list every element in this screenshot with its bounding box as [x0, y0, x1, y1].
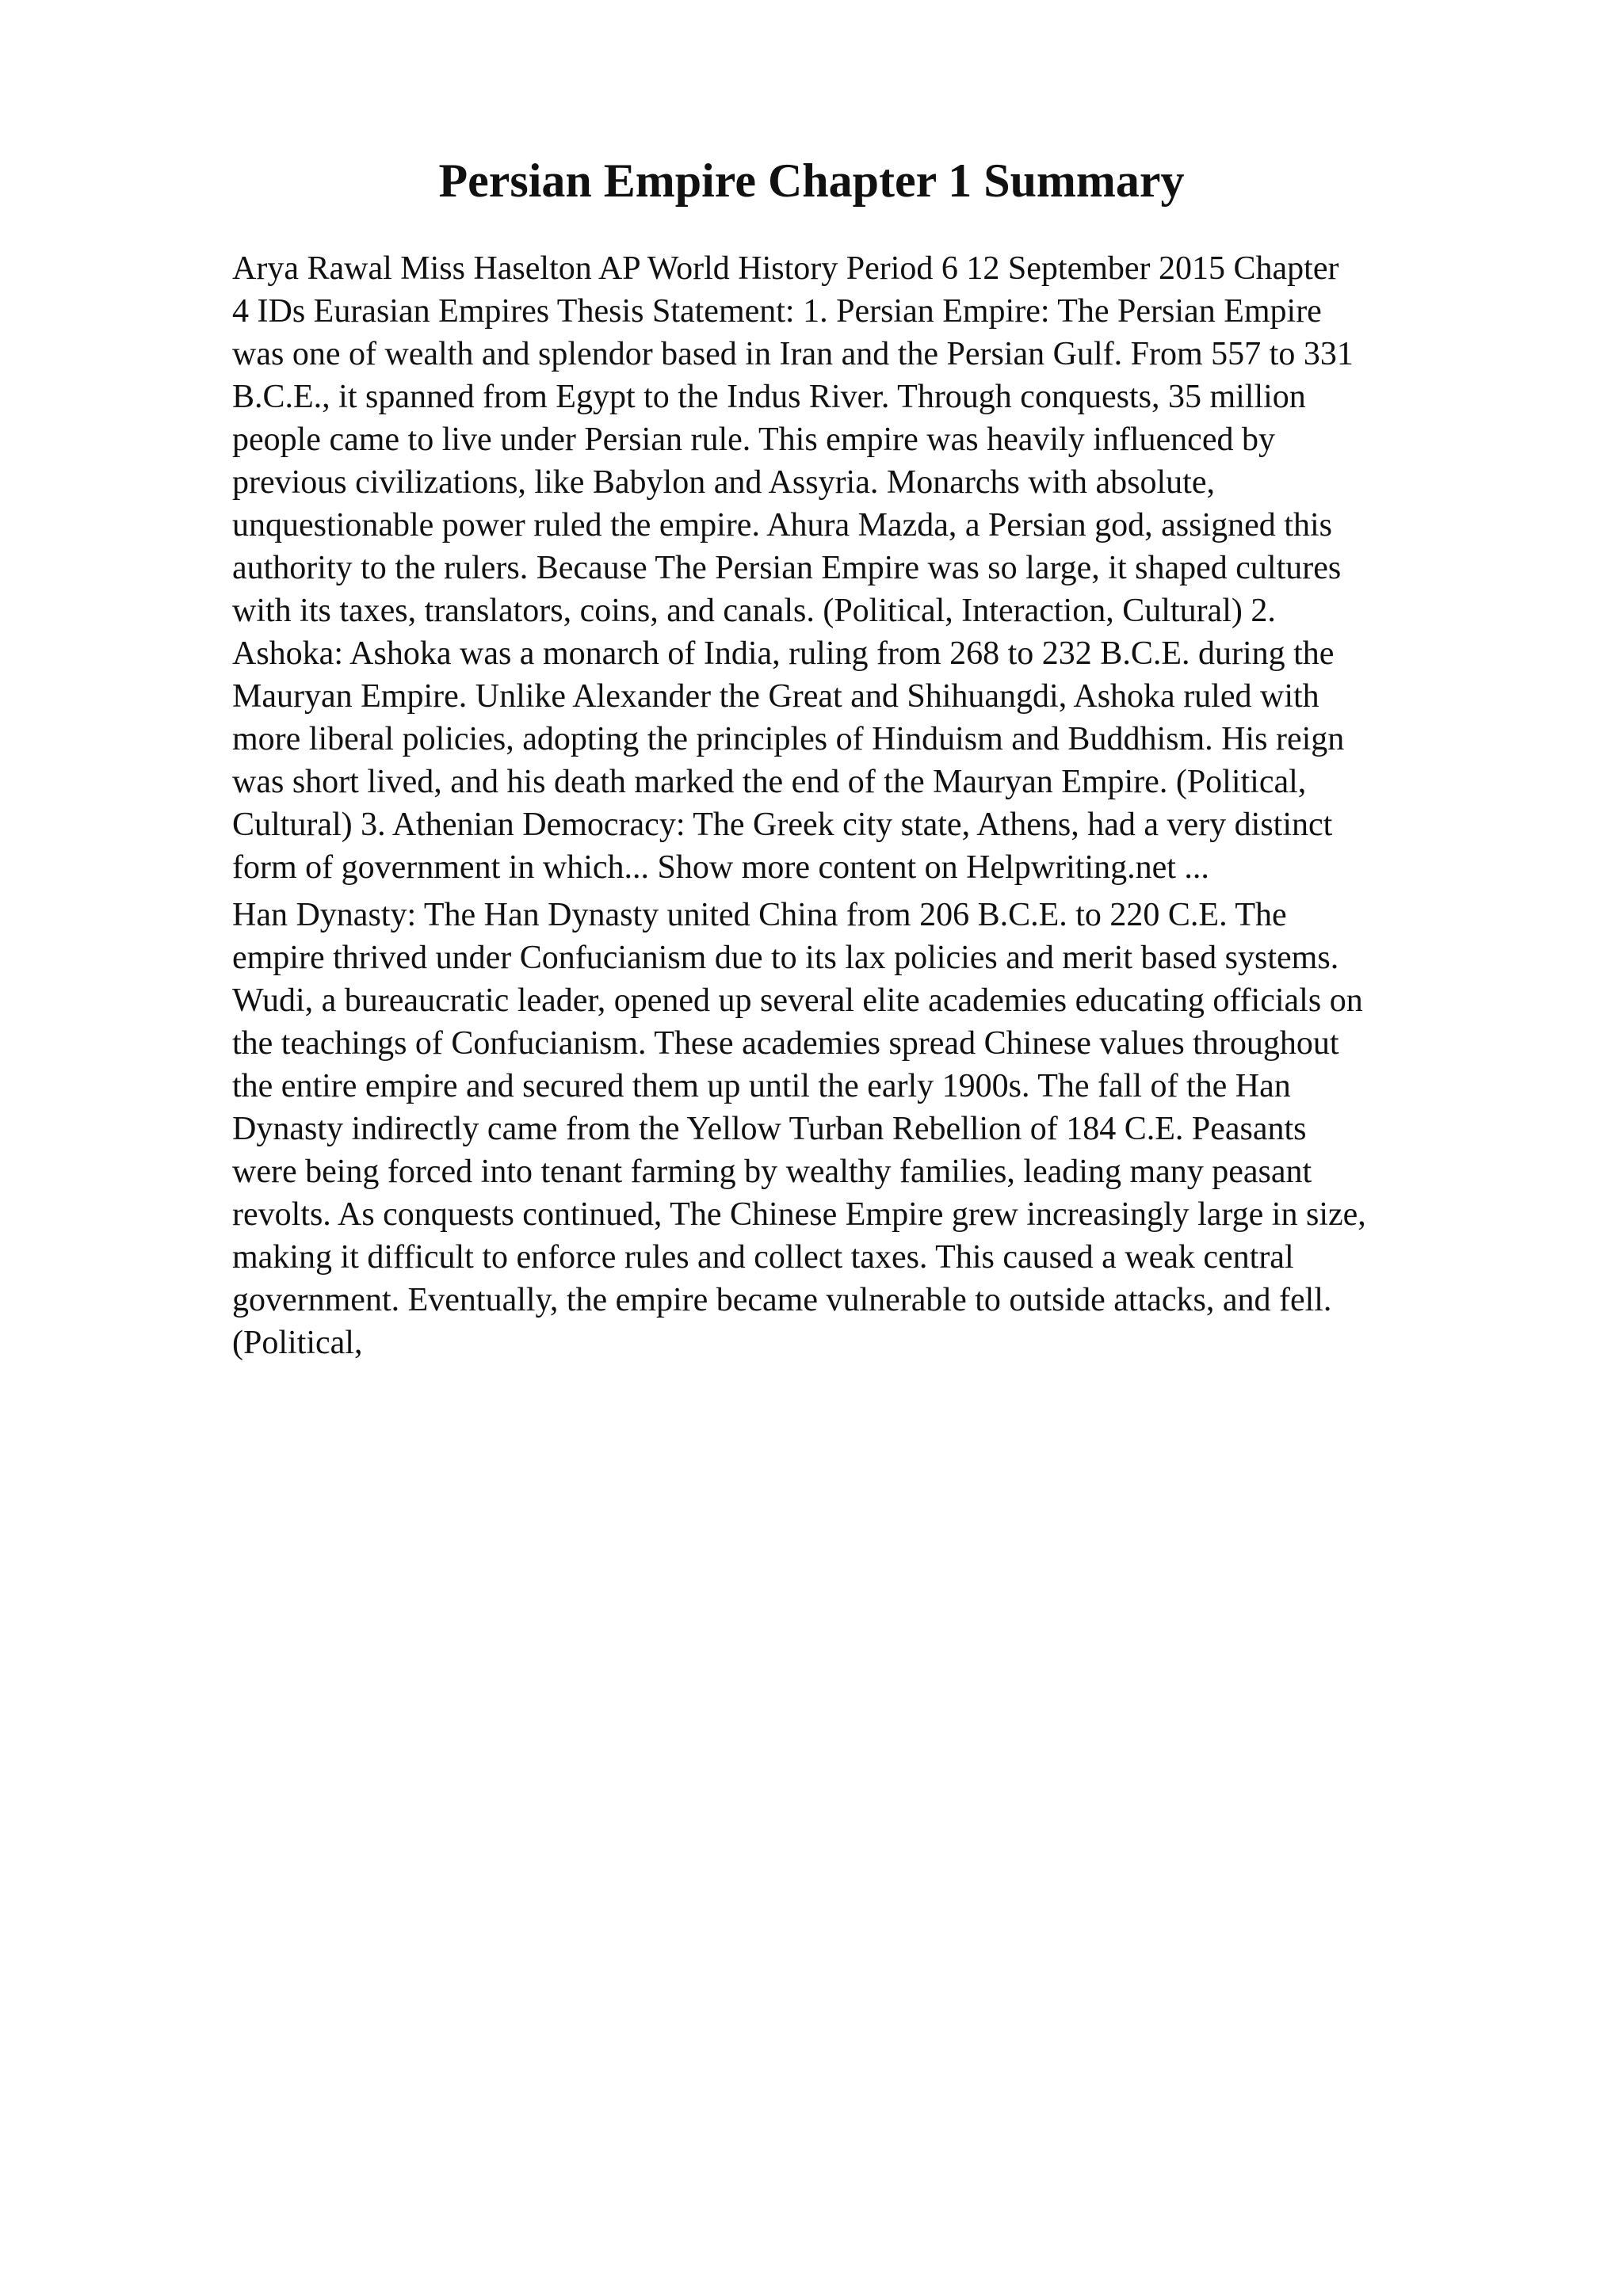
text-line: were being forced into tenant farming by wealthy families, leading many peasant — [232, 1154, 1312, 1190]
text-line: more liberal policies, adopting the principles of Hinduism and Buddhism. His reign — [232, 721, 1345, 757]
text-line: was one of wealth and splendor based in Iran and the Persian Gulf. From 557 to 331 — [232, 336, 1354, 372]
body-paragraph-1 — [232, 247, 1524, 889]
text-line: (Political, — [232, 1325, 363, 1361]
text-line: empire thrived under Confucianism due to its lax policies and merit based systems. — [232, 940, 1339, 976]
text-line: Arya Rawal Miss Haselton AP World History Period 6 12 September 2015 Chapter — [232, 250, 1339, 287]
text-line: with its taxes, translators, coins, and canals. (Political, Interaction, Cultural) 2. — [232, 593, 1276, 629]
text-line: revolts. As conquests continued, The Chinese Empire grew increasingly large in size, — [232, 1196, 1366, 1233]
text-line: previous civilizations, like Babylon and Assyria. Monarchs with absolute, — [232, 464, 1215, 501]
text-line: the entire empire and secured them up until the early 1900s. The fall of the Han — [232, 1068, 1291, 1104]
text-line: Dynasty indirectly came from the Yellow Turban Rebellion of 184 C.E. Peasants — [232, 1111, 1307, 1147]
text-line: government. Eventually, the empire became vulnerable to outside attacks, and fell. — [232, 1282, 1332, 1318]
text-line: B.C.E., it spanned from Egypt to the Indus River. Through conquests, 35 million — [232, 379, 1306, 415]
text-line: the teachings of Confucianism. These academies spread Chinese values throughout — [232, 1025, 1339, 1062]
text-line: was short lived, and his death marked the end of the Mauryan Empire. (Political, — [232, 764, 1307, 800]
text-line: Cultural) 3. Athenian Democracy: The Greek city state, Athens, had a very distinct — [232, 807, 1333, 843]
text-line: Ashoka: Ashoka was a monarch of India, ruling from 268 to 232 B.C.E. during the — [232, 635, 1335, 672]
document-title: Persian Empire Chapter 1 Summary — [438, 154, 1185, 207]
text-line: form of government in which... Show more content on Helpwriting.net ... — [232, 849, 1209, 886]
text-line: people came to live under Persian rule. This empire was heavily influenced by — [232, 421, 1275, 458]
text-line: Mauryan Empire. Unlike Alexander the Great and Shihuangdi, Ashoka ruled with — [232, 678, 1319, 715]
text-line: 4 IDs Eurasian Empires Thesis Statement: 1. Persian Empire: The Persian Empire — [232, 293, 1322, 330]
body-paragraph-2 — [232, 894, 1524, 1364]
text-line: Wudi, a bureaucratic leader, opened up several elite academies educating officials on — [232, 982, 1363, 1019]
text-line: making it difficult to enforce rules and collect taxes. This caused a weak central — [232, 1239, 1294, 1276]
text-line: unquestionable power ruled the empire. Ahura Mazda, a Persian god, assigned this — [232, 507, 1332, 543]
text-line: authority to the rulers. Because The Persian Empire was so large, it shaped cultures — [232, 550, 1342, 586]
text-line: Han Dynasty: The Han Dynasty united China from 206 B.C.E. to 220 C.E. The — [232, 897, 1287, 933]
